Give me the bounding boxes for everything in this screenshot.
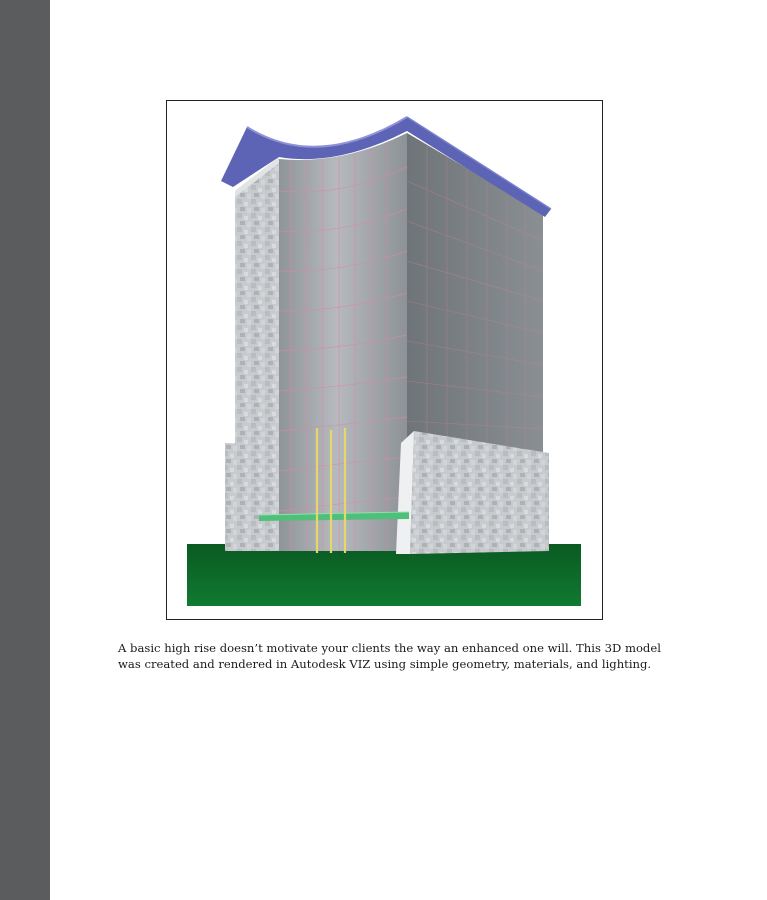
- ground-plane: [187, 544, 581, 606]
- figure-caption: A basic high rise doesn’t motivate your clients the way an enhanced one will. This 3D model was created and rendered in Autodesk VIZ using simple geometry, materials, and lighting.: [118, 641, 661, 671]
- sidebar-margin-band: [0, 0, 50, 900]
- building-front-facade: [279, 101, 407, 551]
- stone-base-left: [225, 443, 279, 551]
- figure-frame: [166, 100, 603, 620]
- building-render-image: [167, 101, 604, 621]
- stone-base-right: [396, 431, 549, 554]
